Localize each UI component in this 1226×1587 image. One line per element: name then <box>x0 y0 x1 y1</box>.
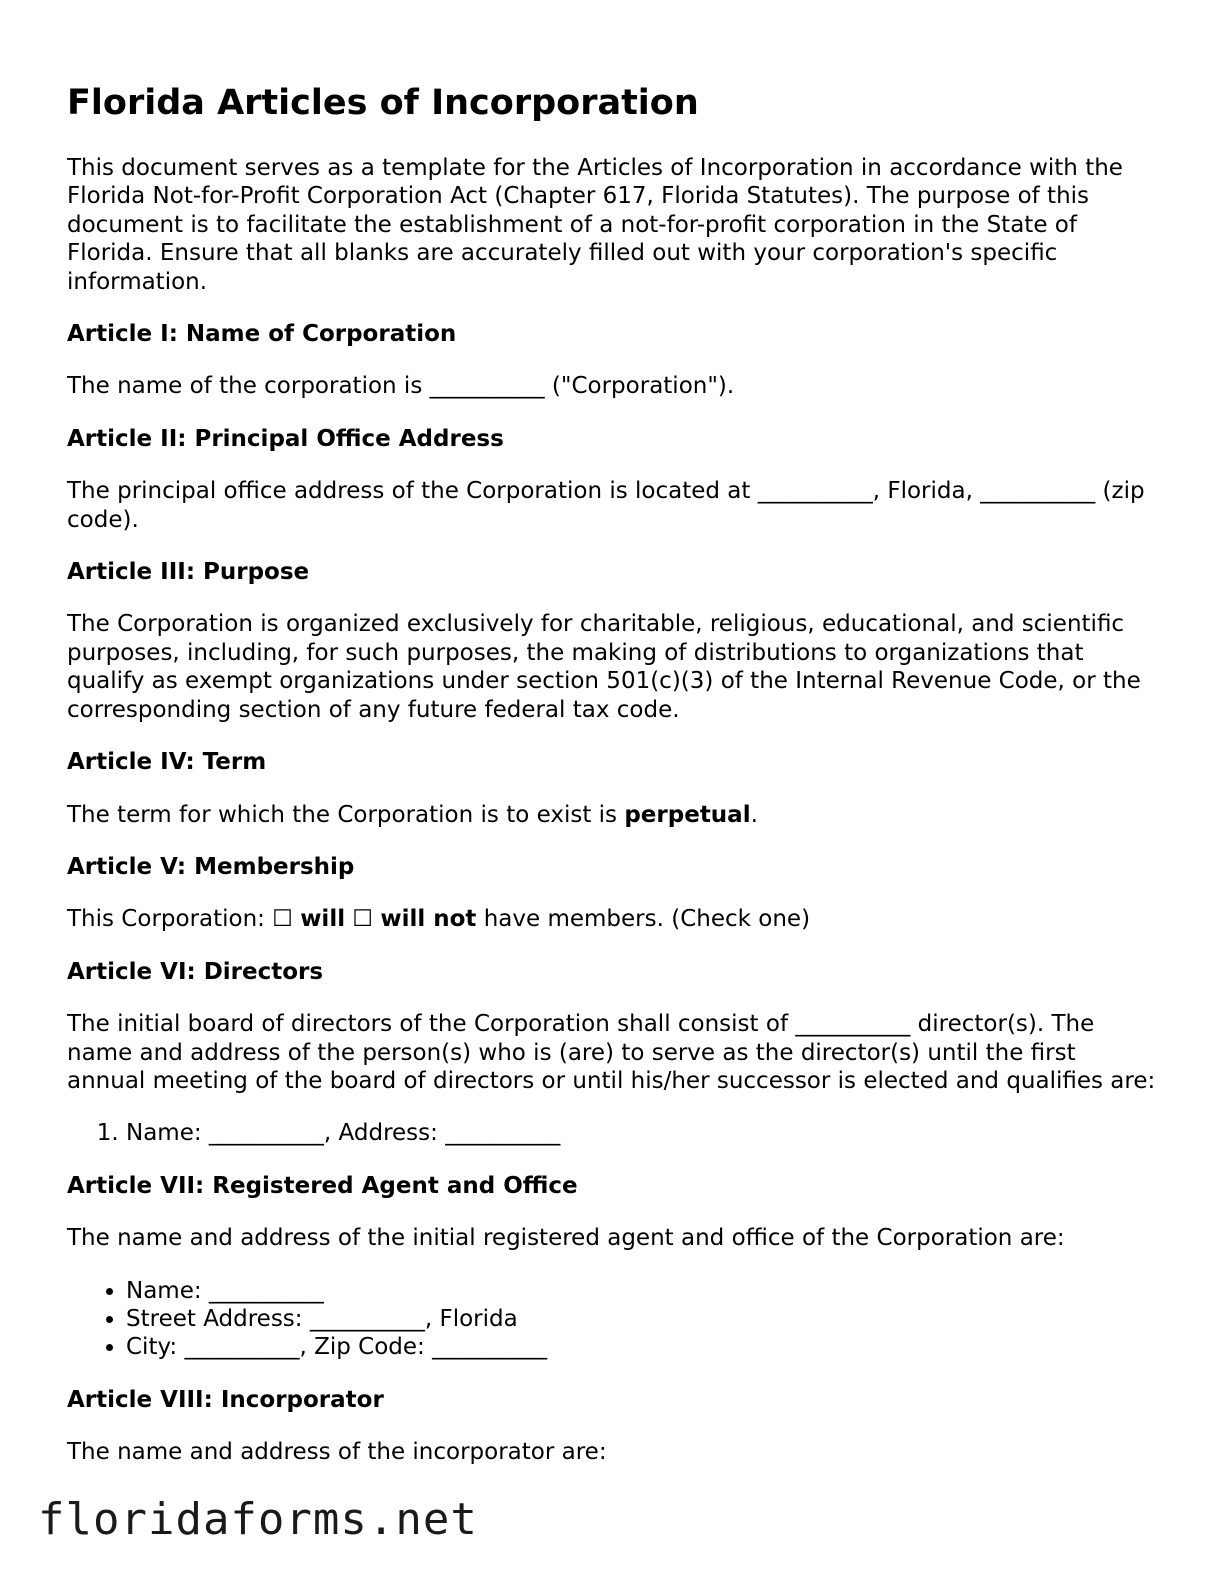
will-option-label: will <box>300 906 346 933</box>
article-5-text: This Corporation: ☐ will ☐ will not have members. (Check one) <box>67 906 811 933</box>
article-3-text: The Corporation is organized exclusively for charitable, religious, educational, and scientific purposes, including, for such purposes, the making of distributions to organizations that qualify as exempt organizations under section 501(c)(3) of the Internal Revenue Code, or the corresponding section of any future federal tax code. <box>67 611 1141 723</box>
will-checkbox[interactable]: ☐ <box>272 906 293 933</box>
article-4-text: The term for which the Corporation is to exist is perpetual. <box>67 801 758 828</box>
article-8-heading: Article VIII: Incorporator <box>67 1386 384 1413</box>
article-1-text: The name of the corporation is __________ ("Corporation"). <box>67 373 735 400</box>
list-item: • Name: __________ <box>126 1277 1157 1305</box>
list-item: • Street Address: __________, Florida <box>126 1305 1157 1333</box>
site-watermark: floridaforms.net <box>38 1494 478 1545</box>
page-title: Florida Articles of Incorporation <box>67 83 699 123</box>
will-not-option-label: will not <box>380 906 477 933</box>
intro-paragraph: This document serves as a template for the Articles of Incorporation in accordance with the Florida Not-for-Profit Corporation Act (Chapter 617, Florida Statutes). The purpose of this document is to facilitate the establishment of a not-for-profit corporation in the State of Florida. Ensure that all blanks are accurately filled out with your corporation's specific information. <box>67 155 1123 295</box>
article-8-text: The name and address of the incorporator are: <box>67 1439 607 1466</box>
document-body <box>67 82 1157 1467</box>
list-item: • City: __________, Zip Code: __________ <box>126 1333 1157 1361</box>
article-2-text: The principal office address of the Corporation is located at __________, Florida, __________ (zip code). <box>67 478 1145 533</box>
article-1-heading: Article I: Name of Corporation <box>67 321 457 348</box>
article-4-heading: Article IV: Term <box>67 749 267 776</box>
term-value: perpetual <box>624 801 751 828</box>
article-6-heading: Article VI: Directors <box>67 958 324 985</box>
article-7-text: The name and address of the initial registered agent and office of the Corporation are: <box>67 1225 1065 1252</box>
article-6-text: The initial board of directors of the Corporation shall consist of __________ director(s). The name and address of the person(s) who is (are) to serve as the director(s) until the first annual meeting of the board of directors or until his/her successor is elected and qualifies are: <box>67 1011 1156 1094</box>
article-2-heading: Article II: Principal Office Address <box>67 425 504 452</box>
article-3-heading: Article III: Purpose <box>67 559 310 586</box>
registered-agent-list <box>67 1277 1157 1362</box>
directors-list <box>67 1119 1157 1147</box>
will-not-checkbox[interactable]: ☐ <box>352 906 374 933</box>
article-5-heading: Article V: Membership <box>67 853 355 880</box>
list-item: 1. Name: __________, Address: __________ <box>126 1119 1157 1147</box>
article-7-heading: Article VII: Registered Agent and Office <box>67 1172 578 1199</box>
